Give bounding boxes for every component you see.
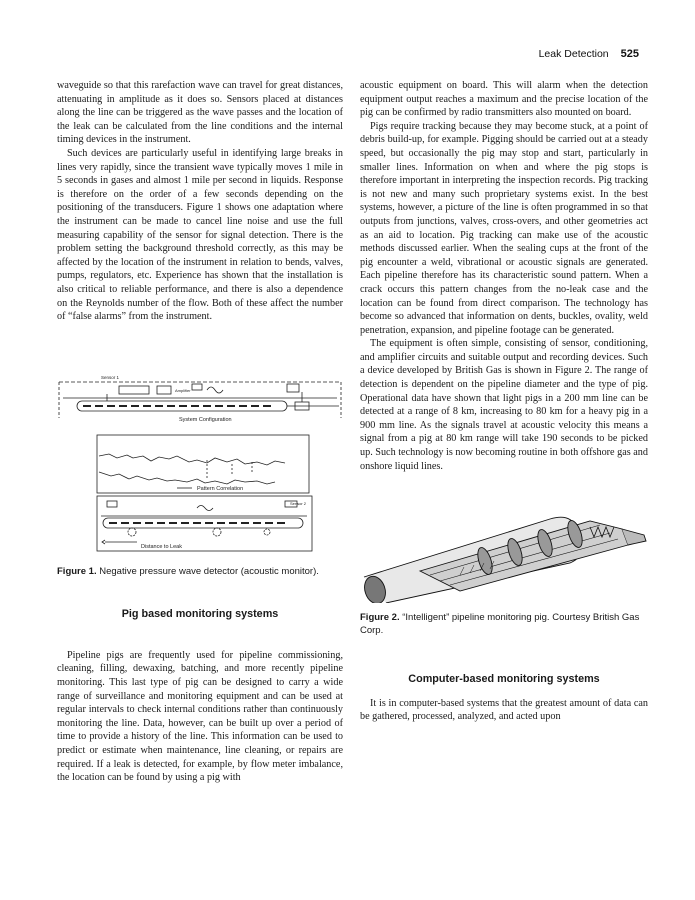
body-paragraph: acoustic equipment on board. This will alarm when the detection equipment output reaches a maximum and the precise location of the pig can be confirmed by radio transmitters also mounted on board. bbox=[360, 80, 648, 119]
right-column bbox=[360, 79, 648, 724]
body-paragraph: The equipment is often simple, consisting of sensor, conditioning, and amplifier circuits and suitable output and recording devices. Such a device developed by British Gas is shown in Figure 2. The range of detection is dependent on the pipeline diameter and the type of pig. Operational data have shown that light pigs in a 200 mm line can be detected at a range of 8 km, increasing to 80 km for a heavy pig in a 900 mm line. As the signals travel at acoustic velocity this means a signal from a pig at 80 km range will take 190 seconds to be picked up. Such technology is now becoming routine in both offshore gas and onshore liquid lines. bbox=[360, 338, 648, 472]
system-configuration-label: System Configuration bbox=[179, 416, 232, 423]
sensor-2-label: Sensor 2 bbox=[290, 500, 307, 506]
figure-1-caption bbox=[57, 566, 343, 579]
body-paragraph: Pipeline pigs are frequently used for pipeline commissioning, cleaning, filling, dewaxing, batching, and more recently pipeline monitoring. This last type of pig can be designed to carry a wide range of surveillance and monitoring equipment and can be used at regular intervals to check internal conditions rather than continuously monitoring the line. Data, however, can be built up over a period of time to provide a history of the line. This information can be used to predict or estimate when maintenance, line cleaning, or repairs are required. If a leak is detected, for example, by flow meter imbalance, the location can be found by using a pig with bbox=[57, 649, 343, 784]
body-paragraph: waveguide so that this rarefaction wave can travel for great distances, attenuating in amplitude as it does so. Sensors placed at distances along the line can be triggered as the wave passes and the location of the leak can be calculated from the line conditions and the internal timing devices in the instrument. bbox=[57, 80, 343, 146]
page-number: 525 bbox=[620, 48, 639, 60]
figure-2-label: Figure 2. bbox=[360, 612, 400, 624]
body-paragraph: Such devices are particularly useful in identifying large breaks in lines very rapidly, since the transient wave typically moves 1 mile in 5 seconds in gases and almost 1 mile per second in liquids. Response is therefore on the order of a few seconds depending on the positioning of the transducers. Figure 1 shows one adaptation where the instrument can be made to cancel line noise and use the full measuring capability of the sensor for signal detection. There is the problem setting the background threshold correctly, as this may be affected by the location of the instrument in relation to bends, valves, pumps, regulators, etc. Experience has shown that the installation is also critical to reliable performance, and there is also a dependence on the Reynolds number of the flow. Both of these affect the number of “false alarms” from the instrument. bbox=[57, 147, 343, 323]
running-title: Leak Detection bbox=[538, 48, 609, 60]
figure-2-caption-text: “Intelligent” pipeline monitoring pig. Courtesy British Gas Corp. bbox=[360, 612, 640, 636]
figure-1-diagram bbox=[57, 370, 343, 554]
pattern-correlation-panel bbox=[97, 435, 309, 493]
section-heading-pig: Pig based monitoring systems bbox=[121, 608, 279, 621]
distance-to-leak-label: Distance to Leak bbox=[141, 543, 182, 550]
distance-to-leak-panel bbox=[97, 496, 312, 551]
figure-1-svg bbox=[57, 370, 343, 554]
section-heading-computer: Computer-based monitoring systems bbox=[408, 673, 600, 686]
figure-2-image bbox=[360, 505, 648, 603]
running-header bbox=[539, 48, 639, 60]
pig-illustration bbox=[360, 505, 648, 603]
amplifier-label: Amplifier bbox=[175, 387, 191, 393]
figure-1-caption-text: Negative pressure wave detector (acoustic monitor). bbox=[99, 565, 319, 577]
figure-1-label: Figure 1. bbox=[57, 565, 97, 577]
body-paragraph: Pigs require tracking because they may become stuck, at a point of debris build-up, for example. Pigging should be carried out at a steady speed, but occasionally the pig may stop and start, particularly in smaller lines. Information on when and where the pig stops is therefore important in interpreting the inspection records. Pig tracking is not new and many such proprietary systems exist. In the best systems, however, a picture of the line is often programmed in so that outputs from junctions, valves, cross-overs, and other geometries act as an aid to location. Pig tracking can make use of the acoustic methods discussed earlier. When the sealing cups at the front of the pig encounter a weld, vibrational or acoustic signals are generated. Each pipeline therefore has its characteristic sound pattern. When a crack occurs this pattern changes from the no-leak case and the location can be found from direct comparison. The technology has become so advanced that information on dents, buckles, ovality, weld penetration, expansion, and pipeline footage can be generated. bbox=[360, 120, 648, 336]
system-configuration-panel bbox=[59, 382, 341, 418]
sensor-1-label: Sensor 1 bbox=[101, 374, 120, 380]
left-column bbox=[57, 79, 343, 785]
figure-2-caption bbox=[360, 612, 648, 637]
body-paragraph: It is in computer-based systems that the greatest amount of data can be gathered, processed, analyzed, and acted upon bbox=[360, 697, 648, 723]
pattern-correlation-label: Pattern Correlation bbox=[197, 485, 244, 492]
